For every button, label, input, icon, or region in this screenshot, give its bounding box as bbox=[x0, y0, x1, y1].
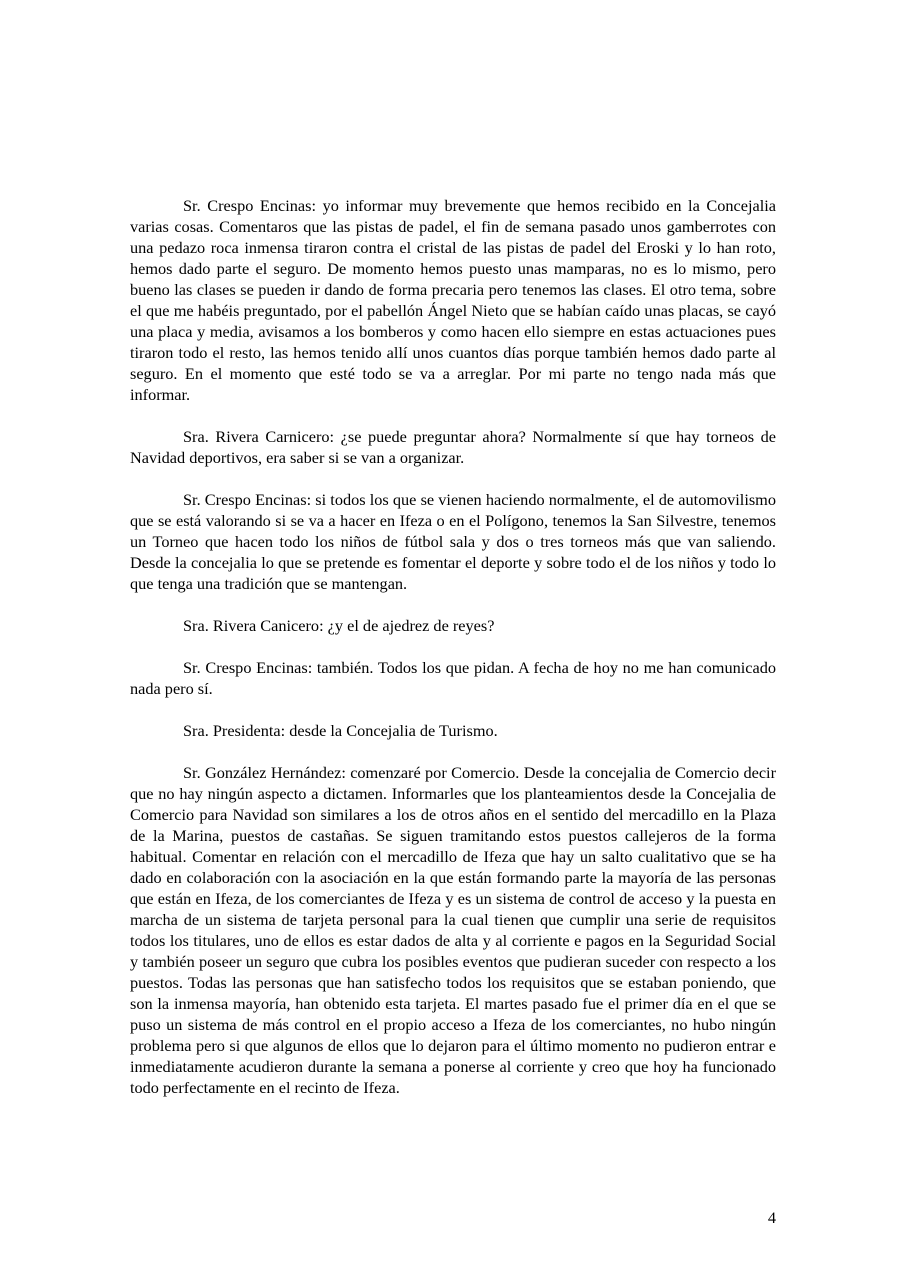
paragraph-crespo-encinas-3: Sr. Crespo Encinas: también. Todos los que pidan. A fecha de hoy no me han comunicado nada pero sí. bbox=[130, 658, 776, 698]
paragraph-presidenta: Sra. Presidenta: desde la Concejalia de Turismo. bbox=[183, 721, 498, 740]
document-body bbox=[130, 195, 776, 1119]
paragraph-rivera-canicero-2: Sra. Rivera Canicero: ¿y el de ajedrez de reyes? bbox=[183, 616, 495, 635]
page-number: 4 bbox=[767, 1208, 776, 1227]
paragraph-rivera-carnicero-1: Sra. Rivera Carnicero: ¿se puede preguntar ahora? Normalmente sí que hay torneos de Navidad deportivos, era saber si se van a organizar. bbox=[130, 427, 776, 467]
paragraph-gonzalez-hernandez: Sr. González Hernández: comenzaré por Comercio. Desde la concejalia de Comercio decir que no hay ningún aspecto a dictamen. Informarles que los planteamientos desde la Concejalia de Comercio para Navidad son similares a los de otros años en el sentido del mercadillo en la Plaza de la Marina, puestos de castañas. Se siguen tramitando estos puestos callejeros de la forma habitual. Comentar en relación con el mercadillo de Ifeza que hay un salto cualitativo que se ha dado en colaboración con la asociación en la que están formando parte la mayoría de las personas que están en Ifeza, de los comerciantes de Ifeza y es un sistema de control de acceso y la puesta en marcha de un sistema de tarjeta personal para la cual tienen que cumplir una serie de requisitos todos los titulares, uno de ellos es estar dados de alta y al corriente e pagos en la Seguridad Social y también poseer un seguro que cubra los posibles eventos que pudieran suceder con respecto a los puestos. Todas las personas que han satisfecho todos los requisitos que se estaban poniendo, que son la inmensa mayoría, han obtenido esta tarjeta. El martes pasado fue el primer día en el que se puso un sistema de más control en el propio acceso a Ifeza de los comerciantes, no hubo ningún problema pero si que algunos de ellos que lo dejaron para el último momento no pudieron entrar e inmediatamente acudieron durante la semana a ponerse al corriente y creo que hoy ha funcionado todo perfectamente en el recinto de Ifeza. bbox=[130, 763, 776, 1097]
paragraph-crespo-encinas-2: Sr. Crespo Encinas: si todos los que se vienen haciendo normalmente, el de automovilismo que se está valorando si se va a hacer en Ifeza o en el Polígono, tenemos la San Silvestre, tenemos un Torneo que hacen todo los niños de fútbol sala y dos o tres torneos más que van saliendo. Desde la concejalia lo que se pretende es fomentar el deporte y sobre todo el de los niños y todo lo que tenga una tradición que se mantengan. bbox=[130, 490, 776, 593]
paragraph-crespo-encinas-1: Sr. Crespo Encinas: yo informar muy brevemente que hemos recibido en la Concejalia varias cosas. Comentaros que las pistas de padel, el fin de semana pasado unos gamberrotes con una pedazo roca inmensa tiraron contra el cristal de las pistas de padel del Eroski y lo han roto, hemos dado parte el seguro. De momento hemos puesto unas mamparas, no es lo mismo, pero bueno las clases se pueden ir dando de forma precaria pero tenemos las clases. El otro tema, sobre el que me habéis preguntado, por el pabellón Ángel Nieto que se habían caído unas placas, se cayó una placa y media, avisamos a los bomberos y como hacen ello siempre en estas actuaciones pues tiraron todo el resto, las hemos tenido allí unos cuantos días porque también hemos dado parte al seguro. En el momento que esté todo se va a arreglar. Por mi parte no tengo nada más que informar. bbox=[130, 196, 776, 404]
